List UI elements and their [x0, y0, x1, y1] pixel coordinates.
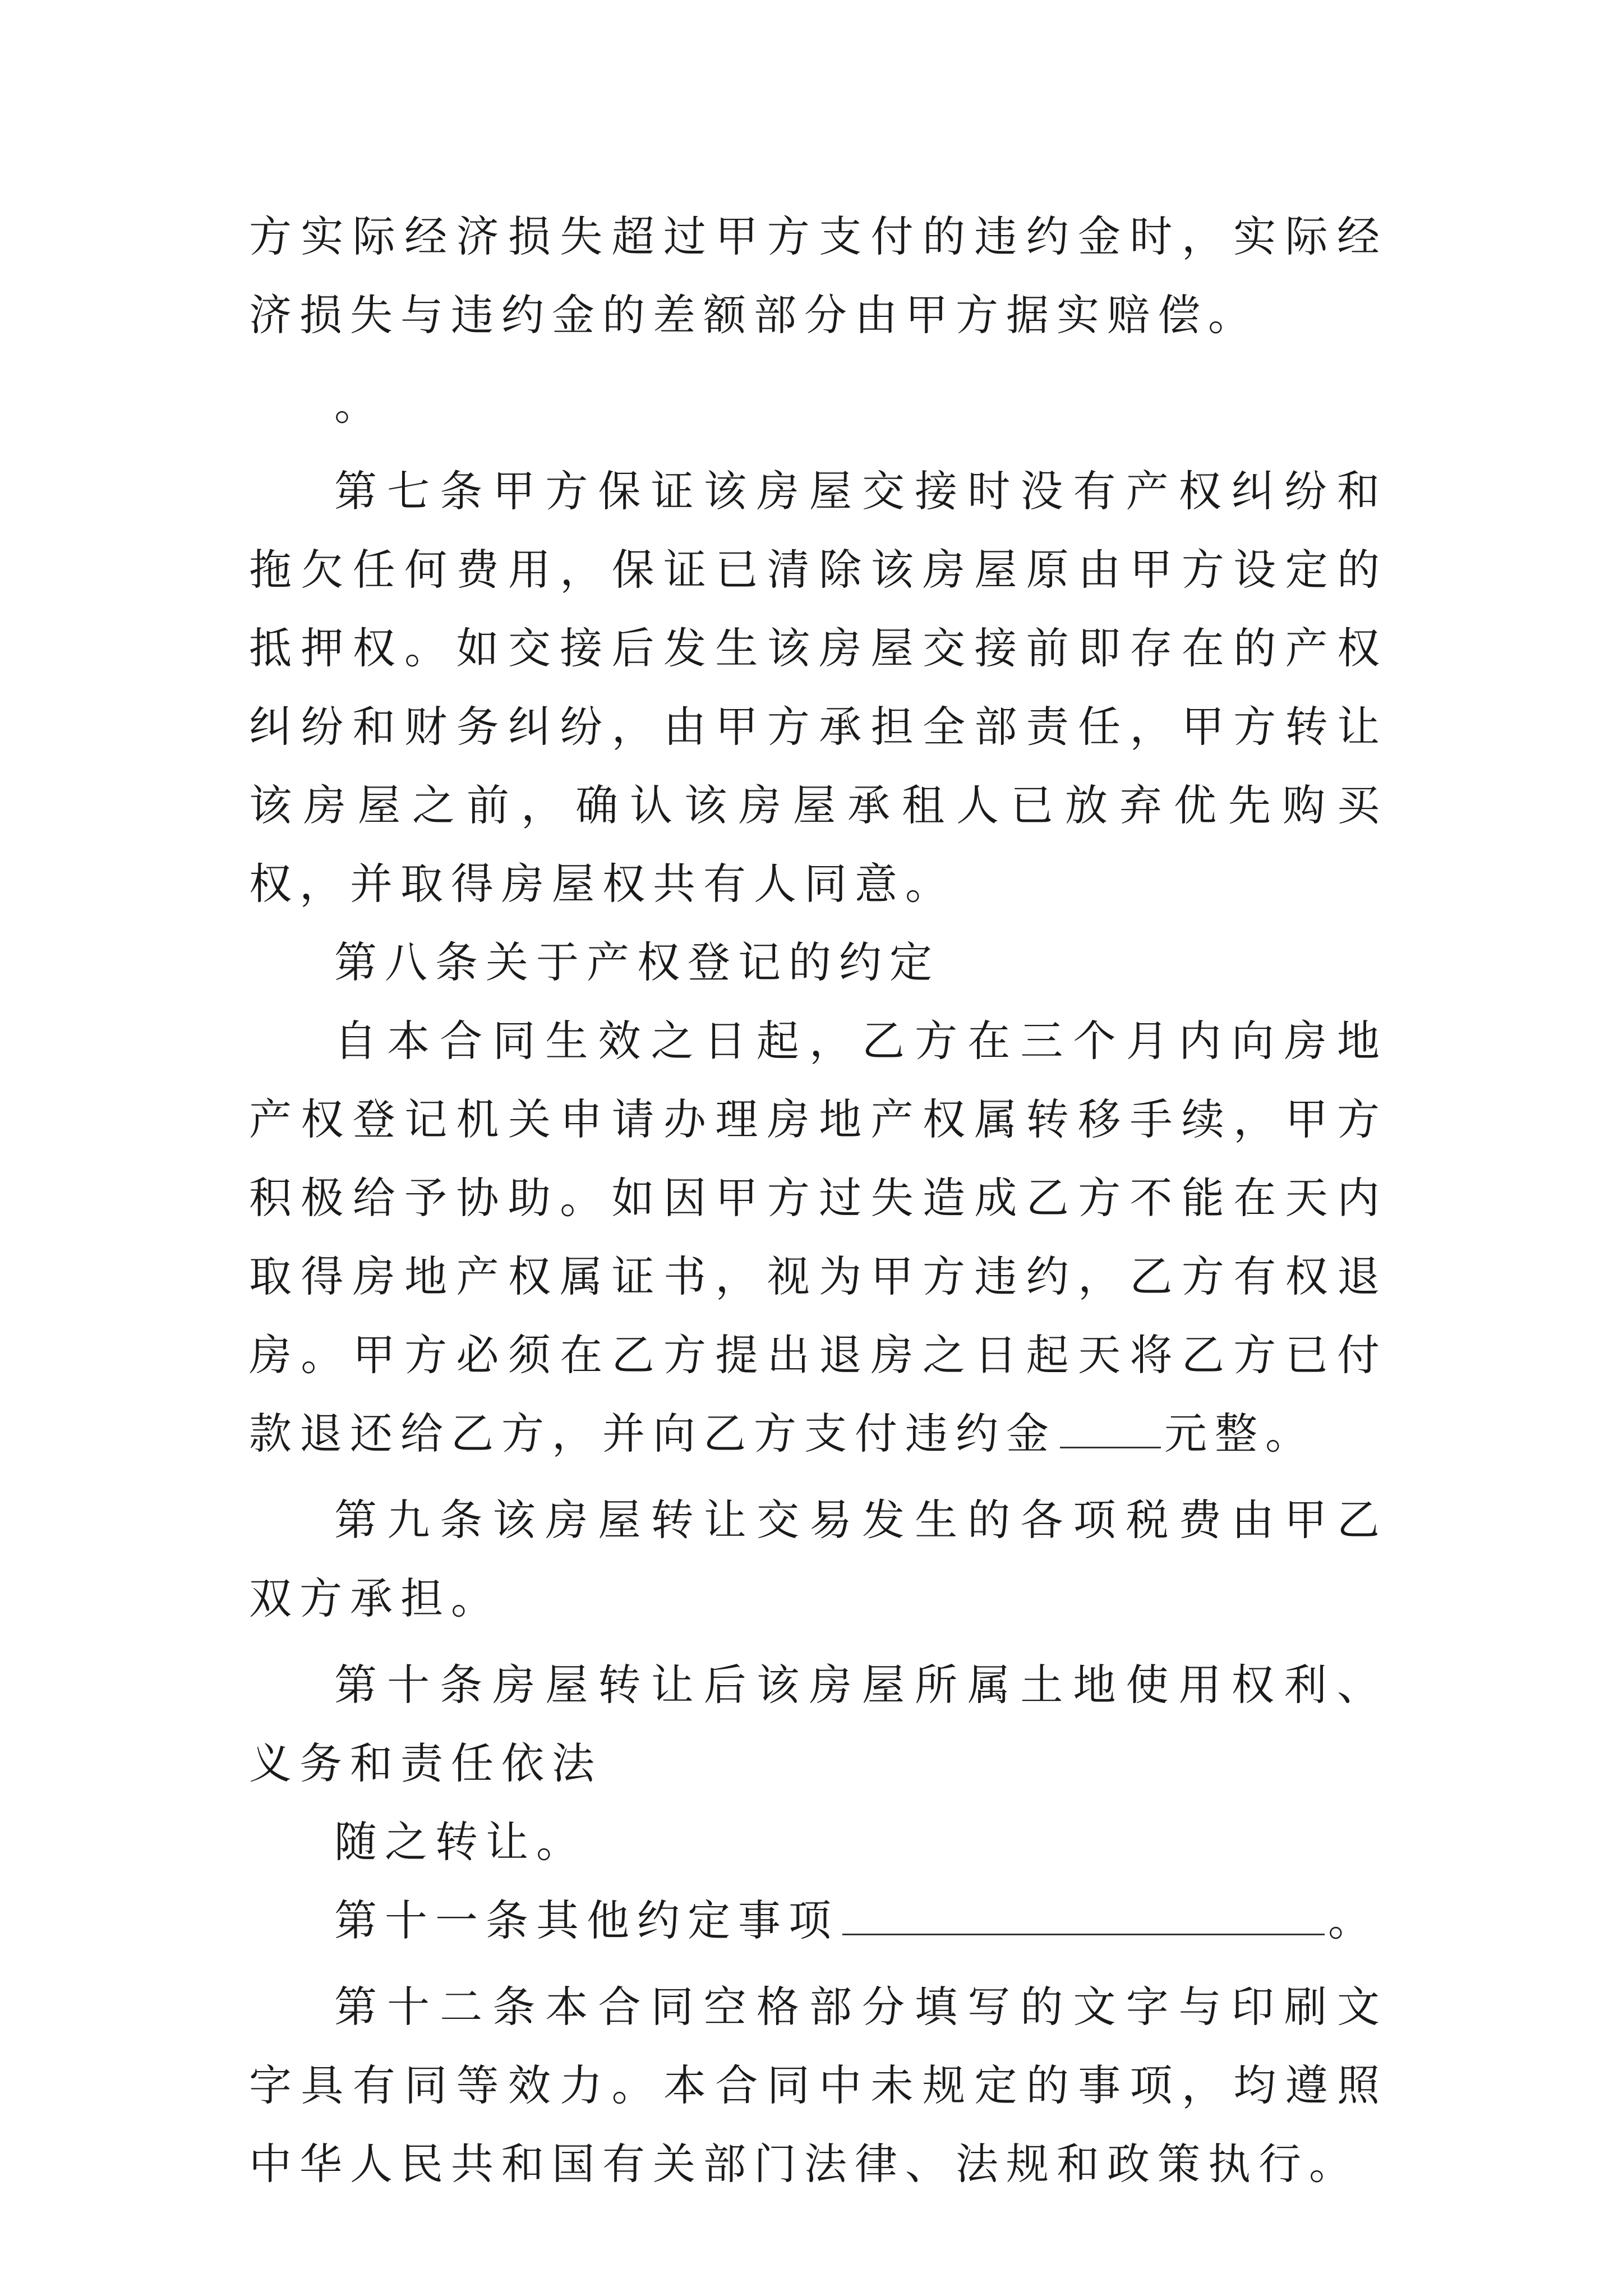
paragraph-article-8-heading: 第八条关于产权登记的约定 — [334, 937, 940, 987]
paragraph-article-7: 第七条甲方保证该房屋交接时没有产权纠纷和拖欠任何费用，保证已清除该房屋原由甲方设定的抵押权。如交接后发生该房屋交接前即存在的产权纠纷和财务纠纷，由甲方承担全部责任，甲方转让该房屋之前，确认该房屋承租人已放弃优先购买权，并取得房屋权共有人同意。 — [249, 466, 1387, 909]
article-11-text: 第十一条其他约定事项 — [334, 1895, 839, 1945]
paragraph-article-10: 第十条房屋转让后该房屋所属土地使用权利、义务和责任依法 — [249, 1660, 1387, 1788]
article-11-end: 。 — [1328, 1895, 1378, 1945]
document-body — [249, 197, 1387, 2203]
other-matters-blank — [842, 1895, 1325, 1935]
penalty-amount-blank — [1060, 1409, 1161, 1448]
paragraph-article-11 — [249, 1881, 1387, 1960]
article-8-text: 自本合同生效之日起，乙方在三个月内向房地产权登记机关申请办理房地产权属转移手续，甲方积极给予协助。如因甲方过失造成乙方不能在天内取得房地产权属证书，视为甲方违约，乙方有权退房。甲方必须在乙方提出退房之日起天将乙方已付款退还给乙方，并向乙方支付违约金 — [249, 1016, 1387, 1458]
article-8-text-end: 元整。 — [1164, 1409, 1316, 1458]
paragraph-stray-period: 。 — [334, 380, 385, 430]
paragraph-article-8-body — [249, 1002, 1387, 1473]
paragraph-article-9: 第九条该房屋转让交易发生的各项税费由甲乙双方承担。 — [249, 1495, 1387, 1623]
paragraph-article-10-cont: 随之转让。 — [334, 1817, 587, 1867]
paragraph-penalty-continuation: 方实际经济损失超过甲方支付的违约金时，实际经济损失与违约金的差额部分由甲方据实赔偿。 — [249, 211, 1387, 340]
paragraph-article-12: 第十二条本合同空格部分填写的文字与印刷文字具有同等效力。本合同中未规定的事项，均遵照中华人民共和国有关部门法律、法规和政策执行。 — [249, 1982, 1387, 2189]
